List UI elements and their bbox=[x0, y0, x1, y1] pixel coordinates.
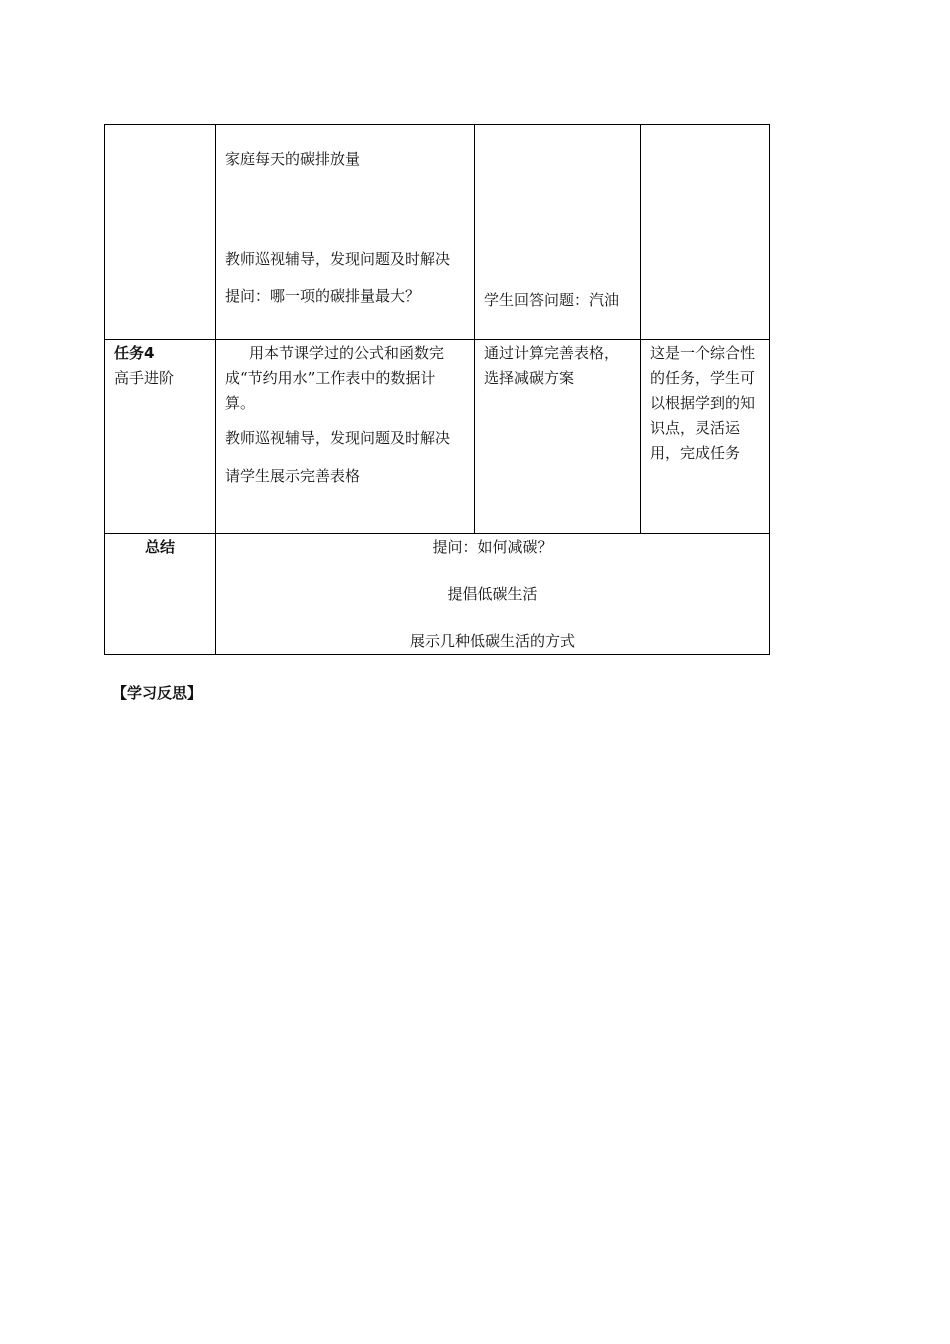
content-line: 家庭每天的碳排放量 bbox=[225, 150, 361, 168]
intent-line: 这是一个综合性的任务，学生可以根据学到的知识点，灵活运用，完成任务 bbox=[650, 344, 756, 462]
summary-line: 展示几种低碳生活的方式 bbox=[409, 632, 575, 650]
student-line: 学生回答问题：汽油 bbox=[484, 291, 620, 309]
lesson-plan-table bbox=[104, 124, 770, 655]
summary-label: 总结 bbox=[144, 538, 175, 556]
intent-cell bbox=[641, 340, 770, 534]
intent-cell bbox=[641, 125, 770, 340]
table-row bbox=[105, 534, 770, 655]
summary-line: 提问：如何减碳？ bbox=[432, 538, 553, 556]
table-row bbox=[105, 125, 770, 340]
stage-cell bbox=[105, 125, 216, 340]
student-line: 通过计算完善表格，选择减碳方案 bbox=[484, 344, 620, 387]
task-title: 任务4 bbox=[114, 344, 155, 362]
summary-label-cell bbox=[105, 534, 216, 655]
content-line: 提问：哪一项的碳排量最大？ bbox=[225, 287, 421, 305]
teacher-activity-cell bbox=[216, 125, 475, 340]
reflection-heading: 【学习反思】 bbox=[112, 684, 203, 702]
stage-cell bbox=[105, 340, 216, 534]
content-line: 教师巡视辅导，发现问题及时解决 bbox=[225, 250, 451, 268]
table-row bbox=[105, 340, 770, 534]
content-paragraph: 请学生展示完善表格 bbox=[225, 467, 361, 485]
student-activity-cell bbox=[475, 125, 641, 340]
student-activity-cell bbox=[475, 340, 641, 534]
content-paragraph: 用本节课学过的公式和函数完成“节约用水”工作表中的数据计算。 bbox=[225, 344, 445, 412]
summary-line: 提倡低碳生活 bbox=[447, 585, 538, 603]
content-paragraph: 教师巡视辅导，发现问题及时解决 bbox=[225, 429, 451, 447]
summary-content-cell bbox=[216, 534, 770, 655]
teacher-activity-cell bbox=[216, 340, 475, 534]
task-subtitle: 高手进阶 bbox=[114, 369, 175, 387]
